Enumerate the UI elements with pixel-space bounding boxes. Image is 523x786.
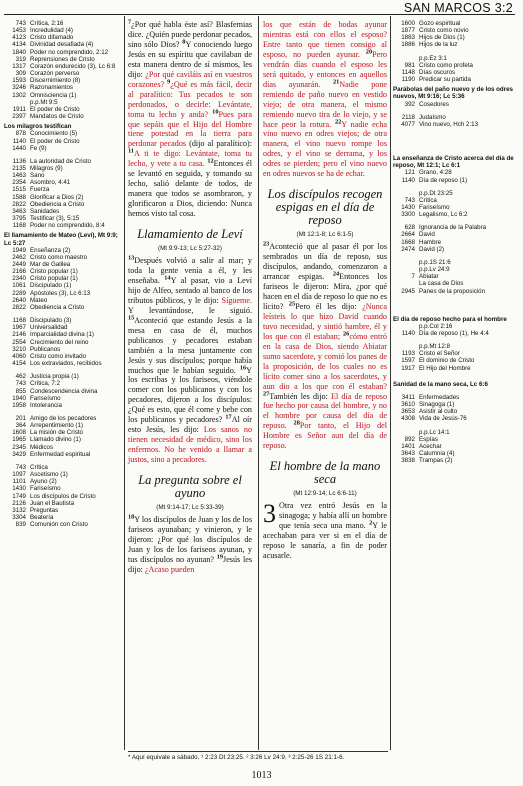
margin-reference: 2397 Mandatos de Cristo bbox=[12, 113, 84, 121]
margin-reference: p.p.Lv 24:9 bbox=[419, 266, 450, 274]
margin-reference: 3132 Preguntas bbox=[12, 506, 59, 514]
margin-reference: 839 Comunión con Cristo bbox=[15, 521, 88, 529]
margin-reference: 1597 El dominio de Cristo bbox=[401, 357, 475, 365]
margin-reference: 1061 Discipulado (1) bbox=[12, 282, 72, 290]
margin-reference: p.p.Ez 3:1 bbox=[419, 54, 447, 62]
footnote-rule bbox=[128, 751, 388, 752]
margin-section-title: La enseñanza de Cristo acerca del día de reposo, Mt 12:1; Lc 6:1 bbox=[393, 155, 514, 170]
margin-reference: p.p.Mt 9:5 bbox=[30, 98, 58, 106]
margin-reference: 628 Ignorancia de la Palabra bbox=[404, 224, 487, 232]
margin-reference: 4123 Cristo difamado bbox=[12, 34, 74, 42]
bible-column-2: los que están de bodas ayunar mientras está con ellos el esposo? Entre tanto que tienen consigo al esposo, no pueden ayunar. $^{20}$Pero vendrán días cuando el esposo les será quitado, y entonces en aquellos días ayunarán. $^{21}$Nadie pone remiendo de paño nuevo en vestido viejo; de otra manera, el mismo remiendo nuevo tira de lo viejo, y se hace peor la rotura. $^{22}$Y nadie echa vino nuevo en odres viejos; de otra manera, el vino nuevo rompe los odres, y el vino se derrama, y los odres se pierden; pero el vino nuevo en odres nuevos se ha de echar. Los discípulos recogen espigas en el día de reposo (Mt 12:1-8; Lc 6:1-5) $^{23}$Aconteció que al pasar él por los sembrados un día de reposo, sus discípulos, andando, comenzaron a arrancar espigas. $^{24}$Entonces los fariseos le dijeron: Mira, ¿por qué hacen en el día de reposo lo que no es lícito? $^{25}$Pero él les dijo: ¿Nunca leísteis lo que hizo David cuando tuvo necesidad, y sintió hambre, él y los que con él estaban; $^{26}$cómo entró en la casa de Dios, siendo Abiatar sumo sacerdote, y comió los panes de la proposición, de los cuales no es lícito comer sino a los sacerdotes, y aun dio a los que con él estaban? $^{27}$También les dijo: El día de reposo fue hecho por causa del hombre, y no el hombre por causa del día de reposo. $^{28}$Por tanto, el Hijo del Hombre es Señor aun del día de reposo. El hombre de la mano seca (Mt 12:9-14; Lc 6:6-11) 3 Otra vez entró Jesús en la sinagoga; y había allí un hombre que tenía seca una mano. $^2$Y le acechaban para ver si en el día de reposo le sanaría, a fin de poder acusarle. bbox=[263, 20, 388, 560]
margin-reference: 1317 Corazón endurecido (3), Lc 6:8 bbox=[12, 62, 116, 70]
margin-reference: 319 Reprensiones de Cristo bbox=[15, 55, 95, 63]
margin-reference: 1136 La autoridad de Cristo bbox=[12, 157, 91, 165]
margin-reference: 1515 Fuerza bbox=[12, 186, 50, 194]
margin-reference: 3610 Sinagoga (1) bbox=[401, 401, 455, 409]
margin-reference: 364 Arrepentimiento (1) bbox=[15, 422, 83, 430]
margin-reference: La casa de Dios bbox=[419, 280, 464, 288]
margin-section-title: Los milagros testifican bbox=[4, 123, 72, 131]
bible-column-1: $^7$¿Por qué habla éste así? Blasfemias dice. ¿Quién puede perdonar pecados, sino sólo Dios? $^8$Y conociendo luego Jesús en su espíritu que cavilaban de esta manera dentro de sí mismos, les dijo: ¿Por qué caviláis así en vuestros corazones? $^9$¿Qué es más fácil, decir al paralítico: Tus pecados te son perdonados, o decirle: Levántate, toma tu lecho y anda? $^{10}$Pues para que sepáis que el Hijo del Hombre tiene potestad en la tierra para perdonar pecados (dijo al paralítico): $^{11}$A ti te digo: Levántate, toma tu lecho, y vete a tu casa. $^{12}$Entonces él se levantó en seguida, y tomando su lecho, salió delante de todos, de manera que todos se asombraron, y glorificaron a Dios, diciendo: Nunca hemos visto tal cosa. Llamamiento de Leví (Mt 9:9-13; Lc 5:27-32) $^{13}$Después volvió a salir al mar; y toda la gente venía a él, y les enseñaba. $^{14}$Y al pasar, vio a Leví hijo de Alfeo, sentado al banco de los tributos públicos, y le dijo: Sígueme. Y levantándose, le siguió. $^{15}$Aconteció que estando Jesús a la mesa en casa de él, muchos publicanos y pecadores estaban también a la mesa juntamente con Jesús y sus discípulos; porque había muchos que le habían seguido. $^{16}$Y los escribas y los fariseos, viéndole comer con los publicanos y con los pecadores, dijeron a los discípulos: ¿Qué es esto, que él come y bebe con los publicanos y pecadores? $^{17}$Al oír esto Jesús, les dijo: Los sanos no tienen necesidad de médico, sino los enfermos. No he venido a llamar a justos, sino a pecadores. La pregunta sobre el ayuno (Mt 9:14-17; Lc 5:33-39) $^{18}$Y los discípulos de Juan y los de los fariseos ayunaban; y vinieron, y le dijeron: ¿Por qué los discípulos de Juan y los de los fariseos ayunan, y tus discípulos no ayunan? $^{19}$Jesús les dijo: ¿Acaso pueden bbox=[128, 18, 253, 574]
margin-reference: 3653 Asistir al culto bbox=[401, 408, 458, 416]
margin-reference: 3210 Publicanos bbox=[12, 345, 61, 353]
margin-reference: 1440 Fe (9) bbox=[12, 144, 47, 152]
margin-reference: 1965 Llamado divino (1) bbox=[12, 436, 81, 444]
margin-reference: 4308 Vida de Jesús-76 bbox=[401, 415, 467, 423]
footnote: * Aquí equivale a sábado. ¹ 2:23 Dt 23:25. ² 3:26 Lv 24:9. ³ 2:25-26 1S 21:1-6. bbox=[128, 754, 345, 761]
margin-reference: 2340 Cristo popular (1) bbox=[12, 275, 78, 283]
section-heading: Llamamiento de Leví bbox=[137, 227, 243, 242]
margin-reference: 2474 David (2) bbox=[401, 245, 445, 253]
verse-7: $^7$¿Por qué habla éste así? Blasfemias dice. ¿Quién puede perdonar pecados, sino sólo Dios? bbox=[128, 18, 252, 49]
margin-reference: 1453 Incredulidad (4) bbox=[12, 27, 73, 35]
margin-reference: 1193 Cristo el Señor bbox=[401, 350, 460, 358]
margin-reference: 2345 Médicos bbox=[12, 443, 54, 451]
spacer bbox=[393, 307, 519, 313]
margin-reference: 1190 Predicar su partida bbox=[401, 76, 471, 84]
margin-reference: 878 Conocimiento (5) bbox=[15, 130, 78, 138]
margin-reference: 743 Crítica, 2:16 bbox=[15, 20, 64, 27]
margin-reference: 1877 Cristo como novio bbox=[401, 27, 469, 35]
spacer bbox=[393, 146, 519, 152]
margin-reference: 743 Crítica bbox=[404, 196, 437, 204]
right-margin-references bbox=[393, 20, 519, 464]
margin-reference: 309 Corazón perverso bbox=[15, 70, 80, 78]
margin-reference: 3643 Calumnia (4) bbox=[401, 450, 455, 458]
margin-reference: p.p.Lc 14:1 bbox=[419, 428, 450, 436]
margin-reference: 1967 Universalidad bbox=[12, 324, 68, 332]
margin-reference: 3429 Enfermedad espiritual bbox=[12, 450, 91, 458]
margin-reference: 892 Espías bbox=[404, 435, 438, 443]
spacer bbox=[393, 372, 519, 378]
section-heading: Los discípulos recogen espigas en el día de reposo bbox=[267, 187, 383, 228]
header-rule bbox=[4, 14, 515, 15]
margin-reference: 4154 Los extraviados, recibidos bbox=[12, 360, 102, 368]
margin-reference: 1600 Gozo espiritual bbox=[401, 20, 461, 27]
margin-reference: 2354 Asombro, 4:41 bbox=[12, 179, 71, 187]
margin-reference: 3795 Testificar (3), 5:15 bbox=[12, 215, 80, 223]
margin-reference: 1302 Omnisciencia (1) bbox=[12, 91, 77, 99]
chapter-number: 3 bbox=[263, 499, 276, 529]
margin-reference: 1911 El poder de Cristo bbox=[12, 105, 80, 113]
margin-reference: 1140 Día de reposo (1) bbox=[401, 176, 468, 184]
margin-reference: 121 Grano, 4:28 bbox=[404, 169, 452, 177]
margin-reference: 1940 Fariseísmo bbox=[12, 394, 61, 402]
parallel-reference: (Mt 12:1-8; Lc 6:1-5) bbox=[296, 231, 354, 239]
margin-reference: 981 Cristo como profeta bbox=[404, 61, 473, 69]
margin-reference: 2166 Cristo popular (1) bbox=[12, 268, 78, 276]
margin-section-title: El día de reposo hecho para el hombre bbox=[393, 315, 507, 323]
column-divider bbox=[390, 16, 391, 750]
margin-reference: 2126 Juan el Bautista bbox=[12, 499, 75, 507]
margin-reference: 4134 Divinidad desafiada (4) bbox=[12, 41, 94, 49]
margin-reference: 4077 Vino nuevo, Hch 2:13 bbox=[401, 120, 479, 128]
margin-reference: 1593 Discernimiento (8) bbox=[12, 77, 81, 85]
margin-reference: p.p.1S 21:6 bbox=[419, 258, 451, 266]
margin-reference: 855 Condescendencia divina bbox=[15, 387, 98, 395]
margin-reference: 1949 Enseñanza (2) bbox=[12, 246, 71, 254]
margin-section-title: Sanidad de la mano seca, Lc 6:6 bbox=[393, 380, 488, 388]
margin-reference: 1668 Hambre bbox=[401, 238, 442, 246]
margin-reference: 3411 Enfermedades bbox=[401, 393, 460, 401]
margin-reference: 1430 Fariseísmo bbox=[401, 203, 450, 211]
margin-reference: 201 Amigo de los pecadores bbox=[15, 414, 97, 422]
margin-reference: 2146 Imparcialidad divina (1) bbox=[12, 331, 94, 339]
margin-reference: 1168 Discipulado (3) bbox=[12, 317, 72, 325]
margin-reference: 743 Crítica, 7:2 bbox=[15, 380, 60, 388]
margin-reference: 2822 Obediencia a Cristo bbox=[12, 303, 85, 311]
margin-reference: 1430 Fariseísmo bbox=[12, 485, 61, 493]
margin-reference: 392 Cosedores bbox=[404, 100, 449, 108]
margin-reference: 1097 Ascetismo (1) bbox=[12, 471, 68, 479]
parallel-reference: (Mt 12:9-14; Lc 6:6-11) bbox=[293, 490, 357, 498]
margin-reference: 2135 Milagros (9) bbox=[12, 164, 63, 172]
section-heading: La pregunta sobre el ayuno bbox=[138, 473, 242, 501]
margin-reference: 1588 Glorificar a Dios (2) bbox=[12, 193, 84, 201]
margin-reference: 1917 El Hijo del Hombre bbox=[401, 364, 471, 372]
margin-reference: 3838 Trampas (2) bbox=[401, 457, 453, 465]
left-margin-references bbox=[4, 20, 122, 528]
margin-reference: 1608 La misión de Cristo bbox=[12, 429, 83, 437]
margin-section-title: El llamamiento de Mateo (Leví), Mt 9:9; Lc 5:27 bbox=[4, 232, 118, 247]
margin-reference: 1140 El poder de Cristo bbox=[12, 137, 80, 145]
margin-reference: 1168 Poder no comprendido, 8:4 bbox=[12, 222, 105, 230]
margin-reference: 1101 Ayuno (2) bbox=[12, 478, 57, 486]
section-heading: El hombre de la mano seca bbox=[269, 459, 381, 487]
margin-reference: 2462 Cristo como maestro bbox=[12, 253, 88, 261]
column-divider bbox=[258, 16, 259, 750]
margin-reference: 2449 Mar de Galilea bbox=[12, 261, 71, 268]
margin-reference: 1883 Hijos de Dios (1) bbox=[401, 34, 465, 42]
margin-reference: 743 Crítica bbox=[15, 463, 48, 471]
margin-reference: 462 Justicia propia (1) bbox=[15, 373, 79, 381]
margin-reference: p.p.Dt 23:25 bbox=[419, 189, 453, 197]
parallel-reference: (Mt 9:14-17; Lc 5:33-39) bbox=[156, 504, 224, 512]
margin-reference: 4060 Cristo como invitado bbox=[12, 352, 87, 360]
margin-reference: 1463 Sano bbox=[12, 172, 45, 180]
margin-reference: 3300 Legalismo, Lc 6:2 bbox=[401, 211, 468, 219]
margin-reference: 3463 Sanidades bbox=[12, 207, 60, 215]
margin-section-title: Parábolas del paño nuevo y de los odres nuevos, Mt 9:16; Lc 5:36 bbox=[393, 86, 514, 101]
running-head: SAN MARCOS 3:2 bbox=[403, 1, 513, 15]
page-number: 1013 bbox=[251, 770, 272, 781]
margin-reference: 1401 Acechar bbox=[401, 442, 442, 450]
margin-reference: 1749 Los discípulos de Cristo bbox=[12, 492, 96, 500]
column-divider bbox=[124, 16, 125, 750]
margin-reference: 2118 Judaísmo bbox=[401, 113, 446, 121]
margin-reference: 2664 David bbox=[401, 231, 435, 239]
margin-reference: 2822 Obediencia a Cristo bbox=[12, 200, 85, 208]
margin-reference: 2640 Mateo bbox=[12, 296, 48, 304]
margin-reference: 3304 Beatería bbox=[12, 514, 54, 521]
margin-reference: p.p.Col 2:16 bbox=[419, 322, 453, 330]
margin-reference: 2945 Panes de la proposición bbox=[401, 287, 486, 295]
margin-reference: 1886 Hijos de la luz bbox=[401, 41, 458, 49]
margin-reference: 2289 Apóstoles (3), Lc 6:13 bbox=[12, 289, 91, 297]
margin-reference: 1958 Intolerancia bbox=[12, 401, 62, 409]
margin-reference: 3246 Razonamientos bbox=[12, 84, 73, 92]
margin-reference: p.p.Mt 12:8 bbox=[419, 343, 450, 351]
margin-reference: 1840 Poder no comprendido, 2:12 bbox=[12, 48, 109, 56]
margin-reference: 2554 Crecimiento del reino bbox=[12, 338, 89, 346]
margin-reference: 1148 Días oscuros bbox=[401, 68, 456, 76]
margin-reference: 7 Abiatar bbox=[411, 273, 439, 281]
parallel-reference: (Mt 9:9-13; Lc 5:27-32) bbox=[157, 245, 223, 253]
margin-reference: 1140 Día de reposo (1), He 4:4 bbox=[401, 330, 489, 337]
